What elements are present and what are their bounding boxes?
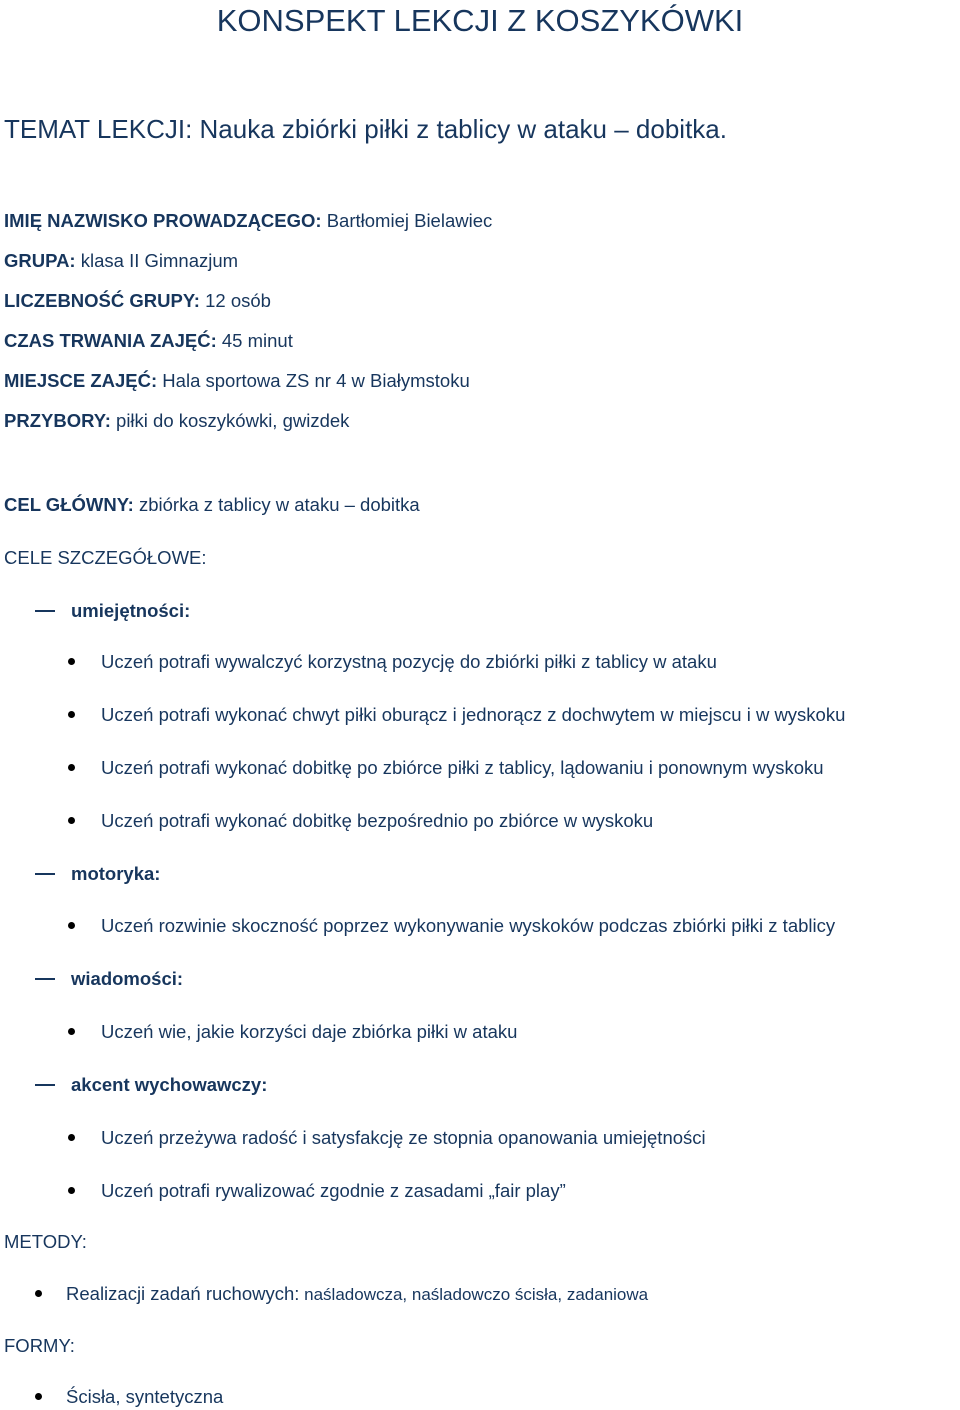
forms-item-text: Ścisła, syntetyczna [66, 1386, 224, 1407]
section-skills [35, 599, 190, 623]
info-teacher [4, 209, 492, 233]
info-value: Bartłomiej Bielawiec [321, 210, 493, 231]
list-item [68, 809, 653, 833]
dash-icon [35, 873, 55, 875]
dash-icon [35, 1084, 55, 1086]
bullet-icon [35, 1393, 42, 1400]
info-location [4, 369, 470, 393]
bullet-icon [68, 817, 75, 824]
list-item-text: Uczeń potrafi wywalczyć korzystną pozycję do zbiórki piłki z tablicy w ataku [101, 651, 717, 672]
list-item [68, 650, 717, 674]
info-group [4, 249, 238, 273]
bullet-icon [68, 1028, 75, 1035]
info-label: MIEJSCE ZAJĘĆ: [4, 370, 158, 391]
list-item [68, 756, 824, 780]
list-item-text: Uczeń wie, jakie korzyści daje zbiórka piłki w ataku [101, 1021, 518, 1042]
methods-heading: METODY: [4, 1231, 87, 1252]
lesson-topic: TEMAT LEKCJI: Nauka zbiórki piłki z tablicy w ataku – dobitka. [4, 114, 727, 144]
list-item-text: Uczeń potrafi wykonać dobitkę bezpośrednio po zbiórce w wyskoku [101, 810, 654, 831]
section-motor [35, 862, 160, 886]
info-value: 45 minut [216, 330, 293, 351]
info-label: LICZEBNOŚĆ GRUPY: [4, 290, 200, 311]
methods-item-label: Realizacji zadań ruchowych: [66, 1283, 300, 1304]
list-item [68, 1126, 706, 1150]
bullet-icon [68, 1134, 75, 1141]
bullet-icon [35, 1290, 42, 1297]
bullet-icon [68, 764, 75, 771]
section-label: wiadomości: [71, 968, 184, 989]
main-goal-label: CEL GŁÓWNY: [4, 494, 134, 515]
info-value: 12 osób [199, 290, 271, 311]
list-item-text: Uczeń rozwinie skoczność poprzez wykonywanie wyskoków podczas zbiórki piłki z tablicy [101, 915, 836, 936]
dash-icon [35, 978, 55, 980]
bullet-icon [68, 1187, 75, 1194]
info-value: klasa II Gimnazjum [75, 250, 239, 271]
methods-item-value: naśladowcza, naśladowczo ścisła, zadaniowa [299, 1285, 649, 1304]
list-item [68, 1179, 566, 1203]
list-item-text: Uczeń potrafi rywalizować zgodnie z zasadami „fair play” [101, 1180, 566, 1201]
info-group-size [4, 289, 271, 313]
main-goal [4, 493, 420, 517]
info-label: GRUPA: [4, 250, 76, 271]
list-item [68, 1020, 517, 1044]
bullet-icon [68, 922, 75, 929]
methods-item [35, 1282, 648, 1307]
info-label: PRZYBORY: [4, 410, 111, 431]
info-value: Hala sportowa ZS nr 4 w Białymstoku [157, 370, 470, 391]
section-educational [35, 1073, 267, 1097]
dash-icon [35, 610, 55, 612]
main-goal-value: zbiórka z tablicy w ataku – dobitka [133, 494, 420, 515]
info-duration [4, 329, 293, 353]
info-label: CZAS TRWANIA ZAJĘĆ: [4, 330, 217, 351]
list-item-text: Uczeń potrafi wykonać chwyt piłki oburącz i jednorącz z dochwytem w miejscu i w wyskoku [101, 704, 846, 725]
info-value: piłki do koszykówki, gwizdek [110, 410, 350, 431]
bullet-icon [68, 711, 75, 718]
section-label: akcent wychowawczy: [71, 1074, 268, 1095]
list-item [68, 703, 845, 727]
list-item-text: Uczeń potrafi wykonać dobitkę po zbiórce piłki z tablicy, lądowaniu i ponownym wyskoku [101, 757, 824, 778]
bullet-icon [68, 658, 75, 665]
info-equipment [4, 409, 349, 433]
forms-item [35, 1385, 223, 1409]
info-label: IMIĘ NAZWISKO PROWADZĄCEGO: [4, 210, 322, 231]
detailed-goals-heading: CELE SZCZEGÓŁOWE: [4, 547, 207, 568]
section-label: umiejętności: [71, 600, 191, 621]
section-label: motoryka: [71, 863, 161, 884]
section-knowledge [35, 967, 183, 991]
list-item-text: Uczeń przeżywa radość i satysfakcję ze stopnia opanowania umiejętności [101, 1127, 706, 1148]
page-title: KONSPEKT LEKCJI Z KOSZYKÓWKI [216, 3, 744, 38]
list-item [68, 914, 835, 938]
forms-heading: FORMY: [4, 1335, 75, 1356]
